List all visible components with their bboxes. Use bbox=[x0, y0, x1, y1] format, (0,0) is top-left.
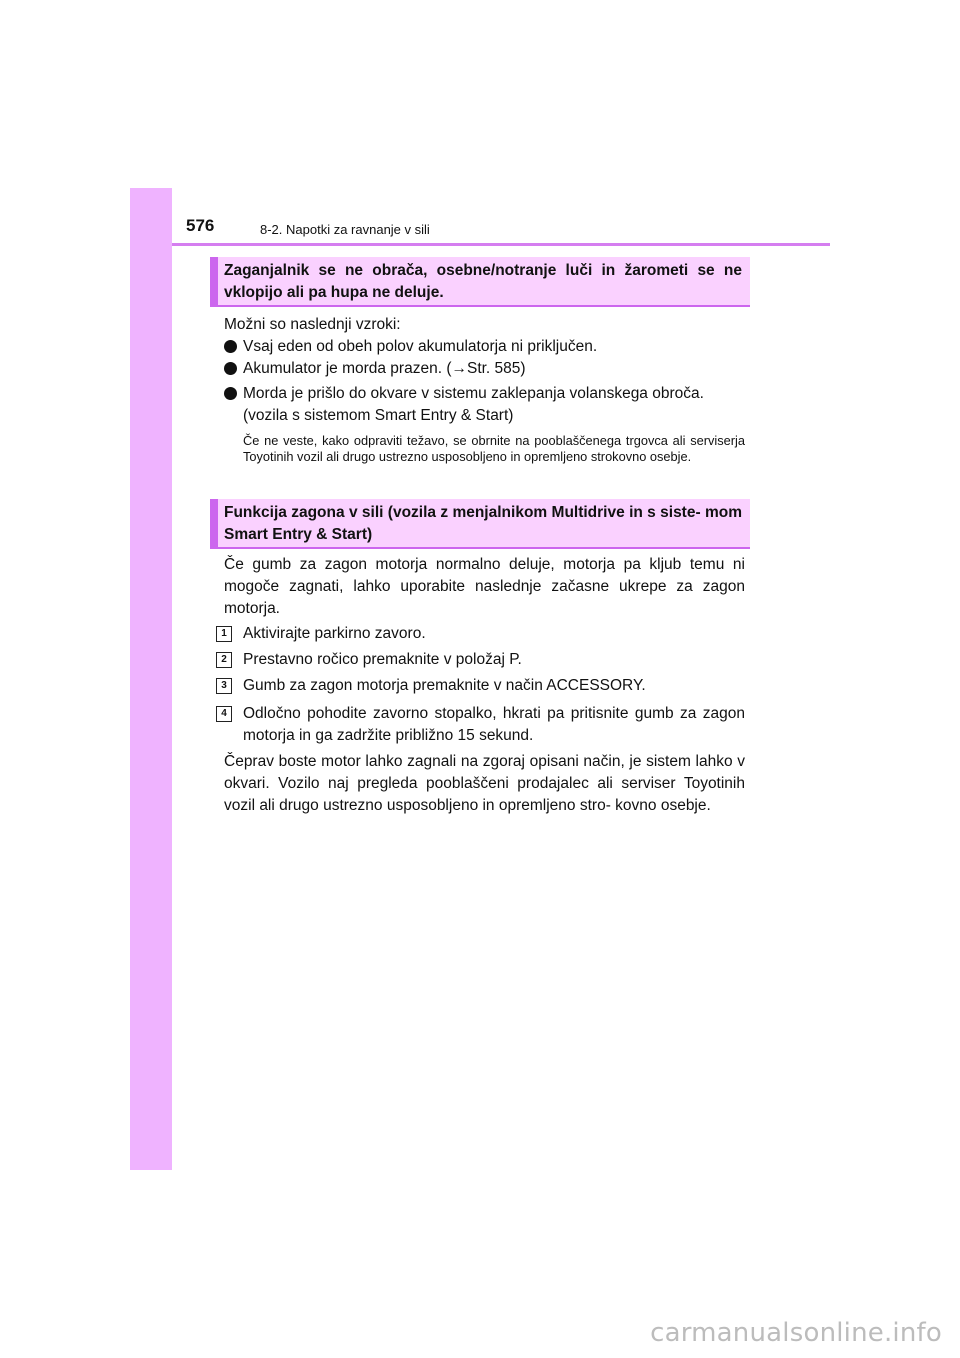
cause-item: Vsaj eden od obeh polov akumulatorja ni priključen. bbox=[243, 338, 598, 355]
dealer-note: Če ne veste, kako odpraviti težavo, se obrnite na pooblaščenega trgovca ali serviserja Toyotinih vozil ali drugo ustrezno usposobljeno in opremljeno strokovno osebje. bbox=[243, 433, 745, 464]
step-text: Gumb za zagon motorja premaknite v način ACCESSORY. bbox=[243, 677, 646, 694]
step-number-box: 4 bbox=[216, 706, 232, 722]
section-heading-emergency-start: Funkcija zagona v sili (vozila z menjalnikom Multidrive in s siste- mom Smart Entry & Start) bbox=[210, 499, 750, 549]
emergency-outro: Čeprav boste motor lahko zagnali na zgoraj opisani način, je sistem lahko v okvari. Vozilo naj pregleda pooblaščeni prodajalec ali serviser Toyotinih vozil ali drugo ustrezno usposobljeno in opremljeno stro- kovno osebje. bbox=[224, 753, 745, 814]
causes-intro: Možni so naslednji vzroki: bbox=[224, 316, 401, 333]
page-number: 576 bbox=[186, 216, 215, 235]
site-watermark: carmanualsonline.info bbox=[650, 1318, 942, 1348]
cause-item: Morda je prišlo do okvare v sistemu zaklepanja volanskega obroča. bbox=[243, 385, 704, 402]
step-text: Odločno pohodite zavorno stopalko, hkrati pa pritisnite gumb za zagon motorja in ga zadržite približno 15 sekund. bbox=[243, 705, 745, 744]
bullet-dot-icon bbox=[224, 362, 237, 375]
running-head: 8-2. Napotki za ravnanje v sili bbox=[260, 222, 430, 237]
step-number-box: 3 bbox=[216, 678, 232, 694]
bullet-dot-icon bbox=[224, 387, 237, 400]
cause-item: Akumulator je morda prazen. (→Str. 585) bbox=[243, 360, 526, 377]
step-number-box: 1 bbox=[216, 626, 232, 642]
chapter-sidebar-tab bbox=[130, 188, 172, 1170]
emergency-intro: Če gumb za zagon motorja normalno deluje, motorja pa kljub temu ni mogoče zagnati, lahko uporabite naslednje začasne ukrepe za zagon motorja. bbox=[224, 556, 745, 617]
bullet-dot-icon bbox=[224, 340, 237, 353]
step-text: Aktivirajte parkirno zavoro. bbox=[243, 625, 426, 642]
section-heading-starter: Zaganjalnik se ne obrača, osebne/notranje luči in žarometi se ne vklopijo ali pa hupa ne deluje. bbox=[210, 257, 750, 307]
header-rule bbox=[172, 243, 830, 246]
step-text: Prestavno ročico premaknite v položaj P. bbox=[243, 651, 522, 668]
step-number-box: 2 bbox=[216, 652, 232, 668]
cause-item-continuation: (vozila s sistemom Smart Entry & Start) bbox=[243, 407, 514, 424]
